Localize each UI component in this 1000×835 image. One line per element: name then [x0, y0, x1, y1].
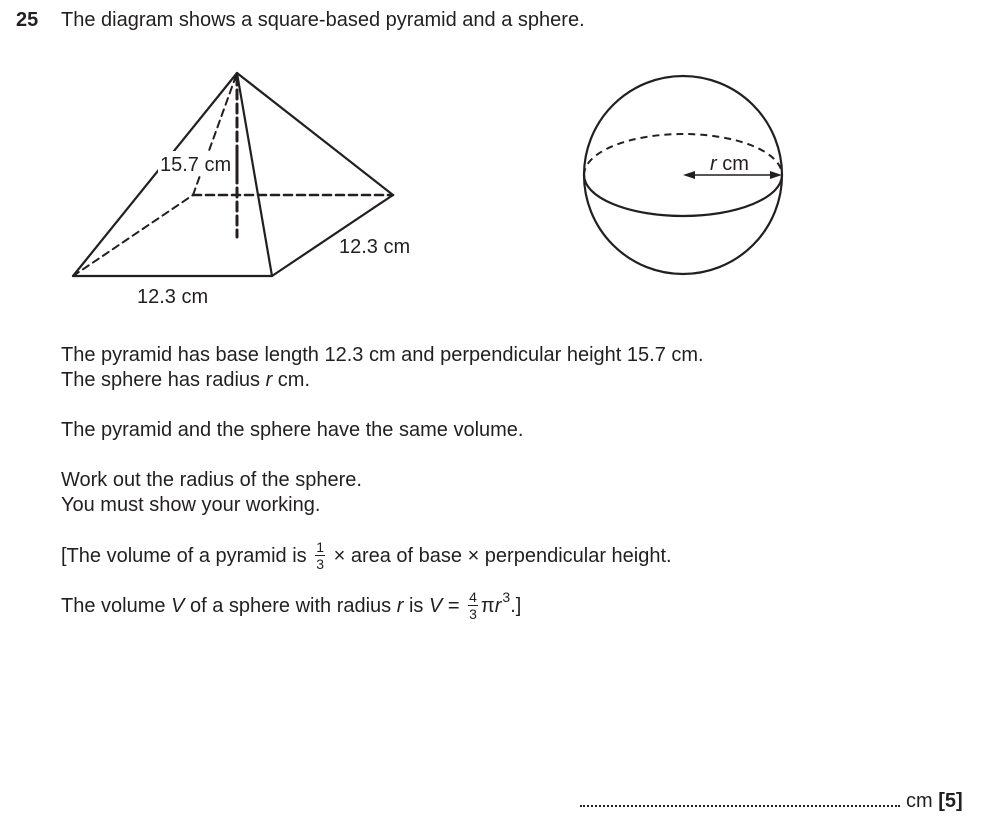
answer-unit: cm — [906, 790, 933, 812]
sphere-info-text — [61, 368, 704, 393]
answer-input-dots[interactable] — [580, 791, 900, 807]
pi-symbol: π — [480, 594, 495, 617]
sphere-info-pre: The sphere has radius — [61, 369, 266, 391]
sphere-info-var: r — [265, 369, 273, 391]
sphere-formula-equals: = — [442, 594, 466, 617]
sphere-formula-V2: V — [428, 594, 443, 617]
sphere-formula-is: is — [403, 594, 429, 617]
sphere-radius-label — [710, 153, 749, 175]
pyramid-height-label: 15.7 cm — [160, 154, 232, 176]
question-number: 25 — [16, 9, 39, 31]
same-volume-text: The pyramid and the sphere have the same volume. — [61, 419, 524, 441]
pyramid-formula-post: × area of base × perpendicular height. — [333, 544, 672, 567]
radius-unit: cm — [716, 153, 749, 175]
marks-badge: [5] — [938, 790, 963, 812]
sphere-formula-V: V — [171, 594, 185, 617]
same-volume-statement — [61, 418, 523, 443]
pyramid-info-text: The pyramid has base length 12.3 cm and perpendicular height 15.7 cm. — [61, 344, 704, 366]
answer-line — [580, 790, 963, 813]
fraction-one-third — [315, 540, 325, 571]
sphere-formula-pre: The volume — [61, 594, 172, 617]
pyramid-base-side-label: 12.3 cm — [339, 236, 411, 258]
sphere-volume-formula — [61, 588, 522, 622]
fraction-denominator: 3 — [469, 606, 477, 622]
pyramid-volume-formula — [61, 541, 672, 572]
radius-variable: r — [710, 153, 717, 175]
sphere-formula-r2: r — [494, 594, 502, 617]
given-info — [61, 343, 704, 393]
fraction-numerator: 4 — [469, 589, 477, 605]
sphere-info-post: cm. — [272, 369, 311, 391]
pyramid-formula-pre: [The volume of a pyramid is — [61, 544, 307, 567]
sphere-formula-r: r — [396, 594, 404, 617]
sphere-formula-end: .] — [510, 594, 522, 617]
sphere-formula-mid: of a sphere with radius — [184, 594, 397, 617]
fraction-denominator: 3 — [316, 556, 325, 572]
fraction-four-thirds — [468, 590, 478, 621]
arrowhead-right-icon — [770, 171, 782, 179]
question-intro: The diagram shows a square-based pyramid and a sphere. — [61, 9, 585, 31]
figure-diagram — [0, 0, 1000, 320]
show-working-text: You must show your working. — [61, 494, 321, 516]
pyramid-base-front-label: 12.3 cm — [137, 286, 209, 308]
task-instructions — [61, 468, 362, 518]
task-text: Work out the radius of the sphere. — [61, 469, 362, 491]
fraction-numerator: 1 — [316, 539, 325, 555]
arrowhead-left-icon — [683, 171, 695, 179]
exponent-three: 3 — [502, 588, 511, 605]
